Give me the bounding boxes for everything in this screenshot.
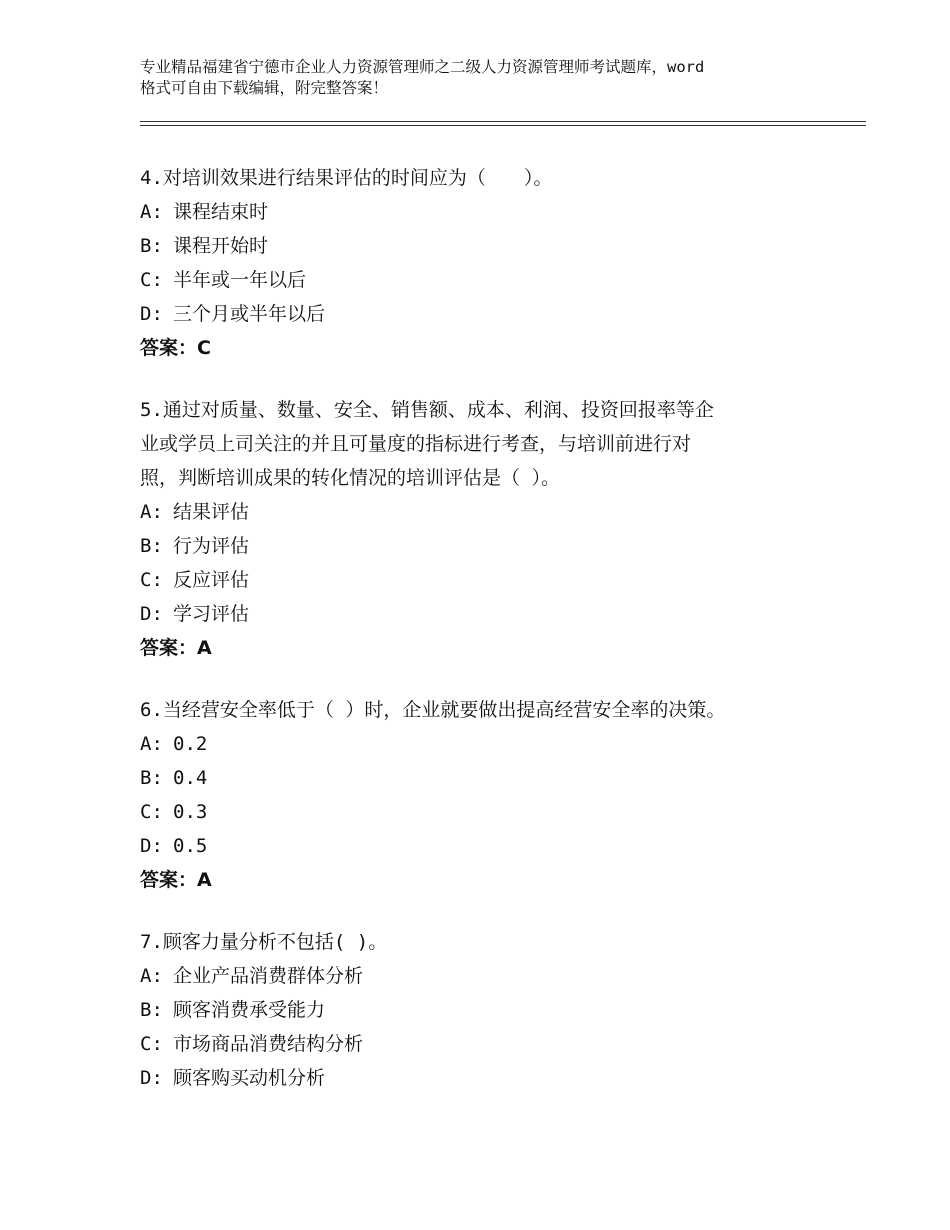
option-text: 半年或一年以后	[173, 269, 307, 291]
answer-label: 答案：C	[140, 337, 211, 359]
option-text: 行为评估	[173, 535, 250, 557]
option-key: B:	[140, 999, 163, 1021]
option-text: 0.4	[173, 767, 208, 789]
option-key: B:	[140, 767, 163, 789]
question-stem-line-2: 业或学员上司关注的并且可量度的指标进行考查，与培训前进行对	[140, 433, 692, 455]
option-text: 0.5	[173, 835, 208, 857]
option-text: 结果评估	[173, 501, 250, 523]
question-6	[140, 695, 860, 896]
option-key: C:	[140, 269, 163, 291]
header-divider-bottom	[140, 125, 866, 126]
option-key: D:	[140, 303, 163, 325]
option-key: A:	[140, 501, 163, 523]
option-text: 三个月或半年以后	[173, 303, 326, 325]
option-d	[140, 599, 860, 630]
option-b	[140, 763, 860, 794]
option-text: 学习评估	[173, 603, 250, 625]
option-d	[140, 299, 860, 330]
option-a	[140, 197, 860, 228]
option-key: D:	[140, 1067, 163, 1089]
option-c	[140, 565, 860, 596]
option-a	[140, 729, 860, 760]
option-d	[140, 831, 860, 862]
option-a	[140, 497, 860, 528]
option-b	[140, 531, 860, 562]
option-key: D:	[140, 835, 163, 857]
option-c	[140, 797, 860, 828]
question-stem: 7.顾客力量分析不包括( )。	[140, 931, 388, 953]
question-stem: 6.当经营安全率低于（ ）时，企业就要做出提高经营安全率的决策。	[140, 699, 726, 721]
option-b	[140, 995, 860, 1026]
option-text: 市场商品消费结构分析	[173, 1033, 364, 1055]
header-divider-top	[140, 121, 866, 122]
option-c	[140, 1029, 860, 1060]
option-text: 课程开始时	[173, 235, 269, 257]
option-text: 顾客购买动机分析	[173, 1067, 326, 1089]
option-text: 课程结束时	[173, 201, 269, 223]
option-key: C:	[140, 801, 163, 823]
option-d	[140, 1063, 860, 1094]
question-stem-line-1: 5.通过对质量、数量、安全、销售额、成本、利润、投资回报率等企	[140, 399, 714, 421]
option-text: 企业产品消费群体分析	[173, 965, 364, 987]
answer-label: 答案：A	[140, 637, 212, 659]
option-key: D:	[140, 603, 163, 625]
header-title-line-1: 专业精品福建省宁德市企业人力资源管理师之二级人力资源管理师考试题库，word	[140, 58, 705, 76]
answer-label: 答案：A	[140, 869, 212, 891]
question-4	[140, 163, 860, 364]
option-a	[140, 961, 860, 992]
question-7	[140, 927, 860, 1094]
option-key: B:	[140, 235, 163, 257]
option-c	[140, 265, 860, 296]
question-5	[140, 395, 860, 664]
option-key: C:	[140, 1033, 163, 1055]
option-text: 顾客消费承受能力	[173, 999, 326, 1021]
option-text: 0.2	[173, 733, 208, 755]
option-key: A:	[140, 733, 163, 755]
option-key: A:	[140, 965, 163, 987]
document-header	[140, 57, 840, 99]
option-key: C:	[140, 569, 163, 591]
option-text: 反应评估	[173, 569, 250, 591]
option-text: 0.3	[173, 801, 208, 823]
option-key: A:	[140, 201, 163, 223]
option-b	[140, 231, 860, 262]
header-title-line-2: 格式可自由下载编辑，附完整答案！	[140, 79, 389, 97]
question-stem: 4.对培训效果进行结果评估的时间应为（ ）。	[140, 167, 553, 189]
option-key: B:	[140, 535, 163, 557]
question-list	[140, 163, 860, 1125]
question-stem-line-3: 照，判断培训成果的转化情况的培训评估是（ ）。	[140, 467, 560, 489]
